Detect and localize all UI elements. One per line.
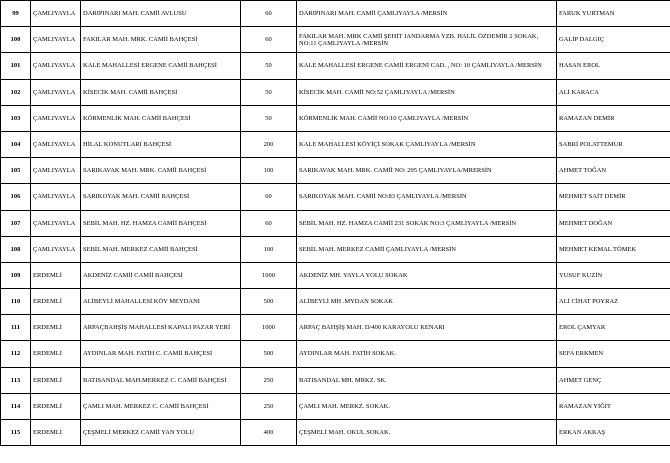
table-row [1,53,670,79]
row-number-cell: 107 [1,210,31,236]
area-name-cell: ÇAMLI MAH. MERKEZ C. CAMİİ BAHÇESİ [81,393,241,419]
responsible-person-cell: AHMET GENÇ [557,367,670,393]
responsible-person-cell: YUSUF KUZİN [557,262,670,288]
address-cell: ALİBEYLİ MH .MYDAN SOKAK [297,289,557,315]
responsible-person-cell: MEHMET SAİT DEMİR [557,184,670,210]
capacity-cell: 60 [241,27,297,53]
capacity-cell: 400 [241,420,297,446]
responsible-person-cell: SABRİ POLATTEMUR [557,131,670,157]
address-cell: ÇEŞMELİ MAH. OKUL SOKAK. [297,420,557,446]
capacity-cell: 250 [241,367,297,393]
area-name-cell: SEBİL MAH. HZ. HAMZA CAMİİ BAHÇESİ [81,210,241,236]
district-cell: ERDEMLİ [31,367,81,393]
table-row [1,79,670,105]
capacity-cell: 60 [241,184,297,210]
capacity-cell: 60 [241,1,297,27]
address-cell: KALE MAHALLESİ KÖYİÇİ SOKAK ÇAMLIYAYLA /MERSİN [297,131,557,157]
address-cell: SARIKAVAK MAH. MRK. CAMİİ NO: 295 ÇAMLIYAYLA/MRERSİN [297,158,557,184]
area-name-cell: FAKILAR MAH. MRK. CAMİİ BAHÇESİ [81,27,241,53]
row-number-cell: 102 [1,79,31,105]
capacity-cell: 1000 [241,262,297,288]
capacity-cell: 50 [241,105,297,131]
capacity-cell: 500 [241,289,297,315]
responsible-person-cell: RAMAZAN YİĞİT [557,393,670,419]
area-name-cell: KİSECİK MAH. CAMİİ BAHÇESİ [81,79,241,105]
district-cell: ÇAMLIYAYLA [31,105,81,131]
district-cell: ERDEMLİ [31,262,81,288]
district-cell: ÇAMLIYAYLA [31,27,81,53]
district-cell: ÇAMLIYAYLA [31,210,81,236]
address-cell: AYDINLAR MAH. FATİH SOKAK. [297,341,557,367]
responsible-person-cell: EROL ÇAMYAR [557,315,670,341]
capacity-cell: 200 [241,131,297,157]
table-row [1,158,670,184]
capacity-cell: 250 [241,393,297,419]
row-number-cell: 101 [1,53,31,79]
district-cell: ÇAMLIYAYLA [31,184,81,210]
address-cell: KALE MAHALLESİ ERGENE CAMİİ ERGENİ CAD. , NO: 10 ÇAMLIYAYLA /MERSİN [297,53,557,79]
address-cell: FAKILAR MAH. MRK CAMİİ ŞEHİT JANDARMA YZB. HALİL ÖZDEMİR 2 SOKAK, NO:11 ÇAMLIYAYLA /MERSİN [297,27,557,53]
district-cell: ÇAMLIYAYLA [31,131,81,157]
capacity-cell: 50 [241,79,297,105]
address-cell: SARIKOYAK MAH. CAMİİ NO:83 ÇAMLIYAYLA /MERSİN [297,184,557,210]
table-row [1,393,670,419]
district-cell: ÇAMLIYAYLA [31,236,81,262]
responsible-person-cell: AHMET TOĞAN [557,158,670,184]
row-number-cell: 103 [1,105,31,131]
area-name-cell: SARIKAVAK MAH. MRK. CAMİİ BAHÇESİ [81,158,241,184]
row-number-cell: 99 [1,1,31,27]
address-cell: KİSECİK MAH. CAMİİ NO:52 ÇAMLIYAYLA /MERSİN [297,79,557,105]
area-name-cell: AKDENİZ CAMİİ CAMİİ BAHÇESİ [81,262,241,288]
address-cell: KÖRMENLİK MAH. CAMİİ NO:10 ÇAMLIYAYLA /MERSİN [297,105,557,131]
address-cell: SEBİL MAH. HZ. HAMZA CAMİİ 231 SOKAK NO:3 ÇAMLIYAYLA /MERSİN [297,210,557,236]
table-row [1,341,670,367]
row-number-cell: 108 [1,236,31,262]
row-number-cell: 112 [1,341,31,367]
address-cell: AKDENİZ MH. YAYLA YOLU SOKAK [297,262,557,288]
table-row [1,367,670,393]
address-cell: BATISANDAL MH. MRKZ. SK. [297,367,557,393]
area-name-cell: ÇEŞMELİ MERKEZ CAMİİ YAN YOLU [81,420,241,446]
capacity-cell: 100 [241,158,297,184]
responsible-person-cell: RAMAZAN DEMİR [557,105,670,131]
row-number-cell: 115 [1,420,31,446]
responsible-person-cell: ERKAN AKKAŞ [557,420,670,446]
row-number-cell: 113 [1,367,31,393]
district-cell: ERDEMLİ [31,341,81,367]
table-row [1,105,670,131]
row-number-cell: 104 [1,131,31,157]
address-cell: ARPAÇ BAHŞİŞ MAH. D/400 KARAYOLU KENARI [297,315,557,341]
table-row [1,420,670,446]
district-cell: ERDEMLİ [31,393,81,419]
row-number-cell: 109 [1,262,31,288]
responsible-person-cell: MEHMET DOĞAN [557,210,670,236]
table-row [1,1,670,27]
capacity-cell: 500 [241,341,297,367]
responsible-person-cell: FARUK YURTMAN [557,1,670,27]
area-name-cell: SEBİL MAH. MERKEZ CAMİİ BAHÇESİ [81,236,241,262]
responsible-person-cell: ALİ CİHAT POYRAZ [557,289,670,315]
district-cell: ÇAMLIYAYLA [31,158,81,184]
table-row [1,315,670,341]
district-cell: ERDEMLİ [31,420,81,446]
address-cell: DARIPINARI MAH. CAMİİ ÇAMLIYAYLA /MERSİN [297,1,557,27]
responsible-person-cell: SEFA ERKMEN [557,341,670,367]
table-row [1,236,670,262]
row-number-cell: 100 [1,27,31,53]
row-number-cell: 114 [1,393,31,419]
area-name-cell: SARIKOYAK MAH. CAMİİ BAHÇESİ [81,184,241,210]
responsible-person-cell: ALİ KARACA [557,79,670,105]
district-cell: ÇAMLIYAYLA [31,1,81,27]
area-name-cell: HİLAL KONUTLARI BAHÇESİ [81,131,241,157]
table-row [1,289,670,315]
capacity-cell: 1000 [241,315,297,341]
area-name-cell: DARIPINARI MAH. CAMİİ AVLUSU [81,1,241,27]
area-name-cell: ALİBEYLİ MAHALLESİ KÖY MEYDANI [81,289,241,315]
row-number-cell: 105 [1,158,31,184]
responsible-person-cell: MEHMET KEMAL TÖMEK [557,236,670,262]
area-name-cell: KALE MAHALLESİ ERGENE CAMİİ BAHÇESİ [81,53,241,79]
responsible-person-cell: HASAN EROL [557,53,670,79]
capacity-cell: 60 [241,210,297,236]
table-row [1,210,670,236]
district-cell: ERDEMLİ [31,315,81,341]
row-number-cell: 106 [1,184,31,210]
row-number-cell: 110 [1,289,31,315]
table-row [1,131,670,157]
capacity-cell: 100 [241,236,297,262]
address-cell: SEBİL MAH. MERKEZ CAMİİ ÇAMLIYAYLA /MERSİN [297,236,557,262]
area-name-cell: KÖRMENLİK MAH. CAMİİ BAHÇESİ [81,105,241,131]
area-name-cell: AYDINLAR MAH. FATİH C. CAMİİ BAHÇESİ [81,341,241,367]
responsible-person-cell: GALİP DALGIÇ [557,27,670,53]
district-cell: ÇAMLIYAYLA [31,79,81,105]
district-cell: ÇAMLIYAYLA [31,53,81,79]
area-name-cell: ARPAÇBAHŞİŞ MAHALLESİ KAPALI PAZAR YERİ [81,315,241,341]
row-number-cell: 111 [1,315,31,341]
table-row [1,27,670,53]
table-row [1,262,670,288]
area-name-cell: BATISANDAL MAH.MERKEZ C. CAMİİ BAHÇESİ [81,367,241,393]
table-body [1,1,670,446]
capacity-cell: 50 [241,53,297,79]
district-cell: ERDEMLİ [31,289,81,315]
address-cell: ÇAMLI MAH. MERKZ. SOKAK. [297,393,557,419]
table-row [1,184,670,210]
